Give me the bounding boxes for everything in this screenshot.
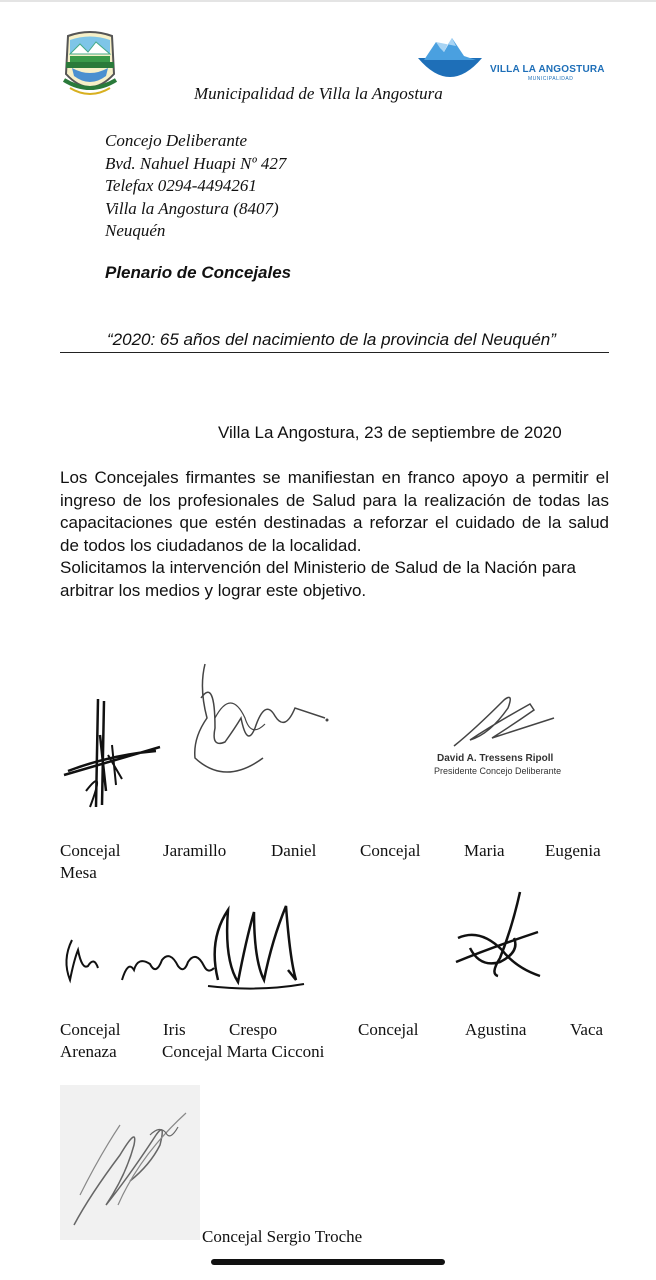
signatory-word: Concejal: [358, 1020, 419, 1039]
signatory-word: Arenaza: [60, 1042, 117, 1061]
body-paragraph: Solicitamos la intervención del Ministerio de Salud de la Nación para arbitrar los medios y lograr este objetivo.: [60, 558, 576, 600]
signatory-word: Iris: [163, 1020, 186, 1039]
signatory-word: Concejal: [60, 841, 121, 860]
signatory-word: Concejal: [360, 841, 421, 860]
signature-jaramillo: [60, 695, 170, 813]
logo-subtitle: MUNICIPALIDAD: [528, 76, 574, 82]
home-indicator[interactable]: [211, 1259, 445, 1265]
signatory-word: Crespo: [229, 1020, 278, 1039]
signatory-word: Vaca: [570, 1020, 604, 1039]
address-line: Neuquén: [105, 221, 166, 240]
signatory-word: Concejal Marta Cicconi: [162, 1042, 325, 1061]
address-line: Bvd. Nahuel Huapi Nº 427: [105, 153, 287, 173]
plenario-heading: Plenario de Concejales: [105, 263, 292, 282]
president-name: David A. Tressens Ripoll: [437, 753, 554, 764]
date-line: Villa La Angostura, 23 de septiembre de 2020: [218, 423, 562, 442]
address-line: Telefax 0294-4494261: [105, 176, 257, 195]
signatory-word: Mesa: [60, 863, 97, 882]
motto-underline: [60, 352, 609, 353]
signatory-word: Concejal: [60, 1020, 121, 1039]
signature-vaca: [450, 888, 550, 980]
logo-title: VILLA LA ANGOSTURA: [490, 64, 605, 75]
address-line: Concejo Deliberante: [105, 131, 248, 150]
signatory-word: Jaramillo: [163, 841, 227, 860]
signatory-word: Daniel: [271, 841, 317, 860]
signature-crespo: [58, 900, 308, 992]
municipality-heading: Municipalidad de Villa la Angostura: [194, 84, 443, 103]
municipal-crest-logo: [60, 30, 120, 102]
top-border: [0, 0, 656, 2]
signature-mesa: [185, 658, 335, 788]
address-block: [105, 130, 286, 243]
president-role: Presidente Concejo Deliberante: [434, 766, 562, 776]
signatory-troche: Concejal Sergio Troche: [202, 1227, 363, 1246]
signatory-word: Maria: [464, 841, 505, 860]
letter-body: [60, 467, 609, 602]
year-motto: “2020: 65 años del nacimiento de la provincia del Neuquén”: [107, 330, 556, 349]
body-paragraph: Los Concejales firmantes se manifiestan en franco apoyo a permitir el ingreso de los profesionales de Salud para la realización de todas las capacitaciones que estén destinadas a reforzar el cuidado de la salud de todos los ciudadanos de la localidad.: [60, 468, 609, 555]
signatory-word: Eugenia: [545, 841, 601, 860]
signatory-word: Agustina: [465, 1020, 527, 1039]
address-line: Villa la Angostura (8407): [105, 198, 279, 218]
signature-photo-troche: [60, 1085, 200, 1240]
signature-tressens: [434, 690, 564, 752]
